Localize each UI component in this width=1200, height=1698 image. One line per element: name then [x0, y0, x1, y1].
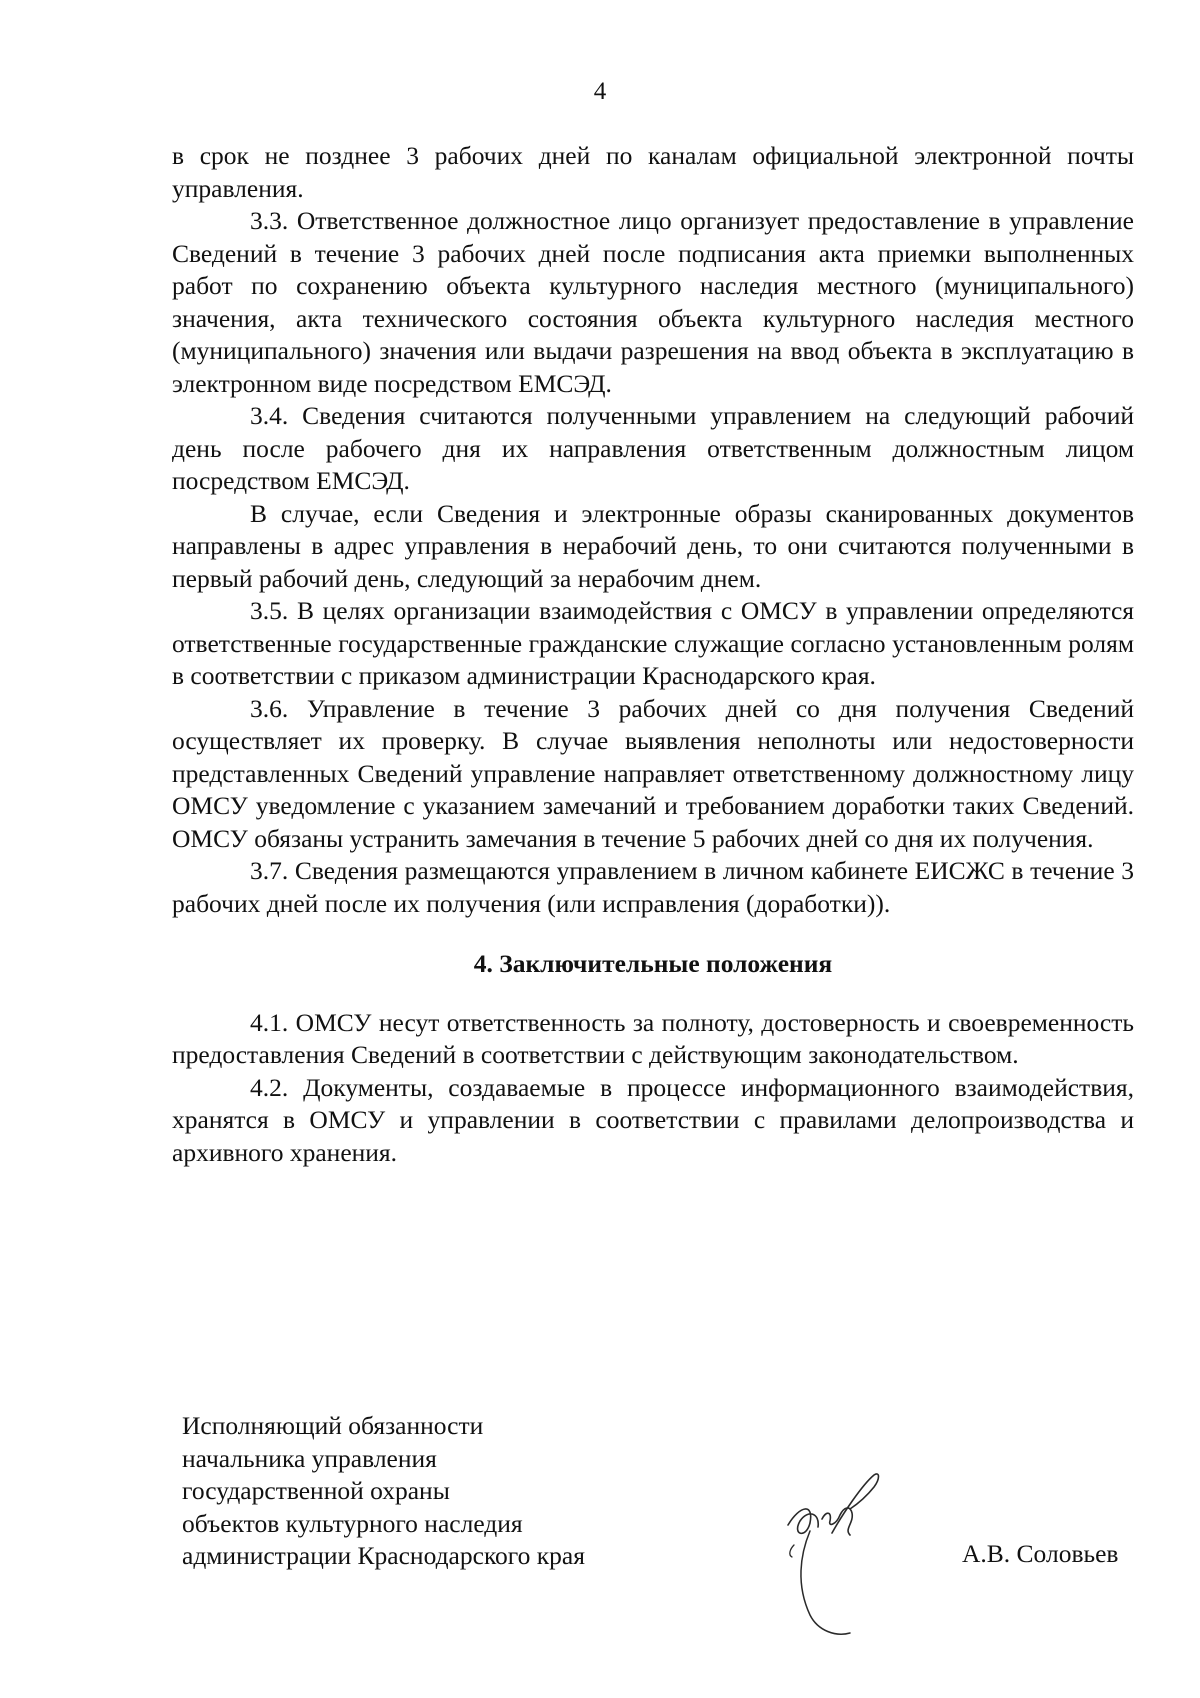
paragraph-3-4: 3.4. Сведения считаются полученными управлением на следующий рабочий день после рабочего дня их направления ответственным должностным лицом посредством ЕМСЭД.	[172, 401, 1134, 495]
signatory-position-line: объектов культурного наследия	[182, 1508, 523, 1538]
paragraph-3-7: 3.7. Сведения размещаются управлением в личном кабинете ЕИСЖС в течение 3 рабочих дней после их получения (или исправления (доработки)).	[172, 856, 1134, 918]
signature-scribble-icon	[770, 1465, 900, 1640]
signatory-position-line: начальника управления	[182, 1443, 437, 1473]
signatory-position	[182, 1410, 585, 1573]
paragraph-4-2: 4.2. Документы, создаваемые в процессе информационного взаимодействия, хранятся в ОМСУ и управлении в соответствии с правилами делопроизводства и архивного хранения.	[172, 1072, 1134, 1167]
paragraph-3-3: 3.3. Ответственное должностное лицо организует предоставление в управление Сведений в течение 3 рабочих дней после подписания акта приемки выполненных работ по сохранению объекта культурного наследия местного (муниципального) значения, акта технического состояния объекта культурного наследия местного (муниципального) значения или выдачи разрешения на ввод объекта в эксплуатацию в электронном виде посредством ЕМСЭД.	[172, 206, 1134, 398]
paragraph-3-6: 3.6. Управление в течение 3 рабочих дней со дня получения Сведений осуществляет их проверку. В случае выявления неполноты или недостоверности представленных Сведений управление направляет ответственному должностному лицу ОМСУ уведомление с указанием замечаний и требованием доработки таких Сведений. ОМСУ обязаны устранить замечания в течение 5 рабочих дней со дня их получения.	[172, 693, 1134, 853]
document-body	[172, 140, 1134, 1169]
signatory-name: А.В. Соловьев	[962, 1539, 1119, 1568]
paragraph-4-1: 4.1. ОМСУ несут ответственность за полноту, достоверность и своевременность предоставления Сведений в соответствии с действующим законодательством.	[172, 1007, 1134, 1069]
page-number: 4	[593, 78, 607, 105]
signatory-position-line: администрации Краснодарского края	[182, 1541, 585, 1570]
paragraph-3-4-weekend-case: В случае, если Сведения и электронные образы сканированных документов направлены в адрес управления в нерабочий день, то они считаются полученными в первый рабочий день, следующий за нерабочим днем.	[172, 498, 1134, 593]
paragraph-3-2-continuation: в срок не позднее 3 рабочих дней по каналам официальной электронной почты управления.	[172, 141, 1134, 203]
paragraph-3-5: 3.5. В целях организации взаимодействия с ОМСУ в управлении определяются ответственные государственные гражданские служащие согласно установленным ролям в соответствии с приказом администрации Краснодарского края.	[172, 596, 1134, 690]
section-4-heading: 4. Заключительные положения	[473, 949, 833, 978]
signatory-position-line: Исполняющий обязанности	[182, 1411, 484, 1440]
signatory-position-line: государственной охраны	[182, 1476, 450, 1505]
